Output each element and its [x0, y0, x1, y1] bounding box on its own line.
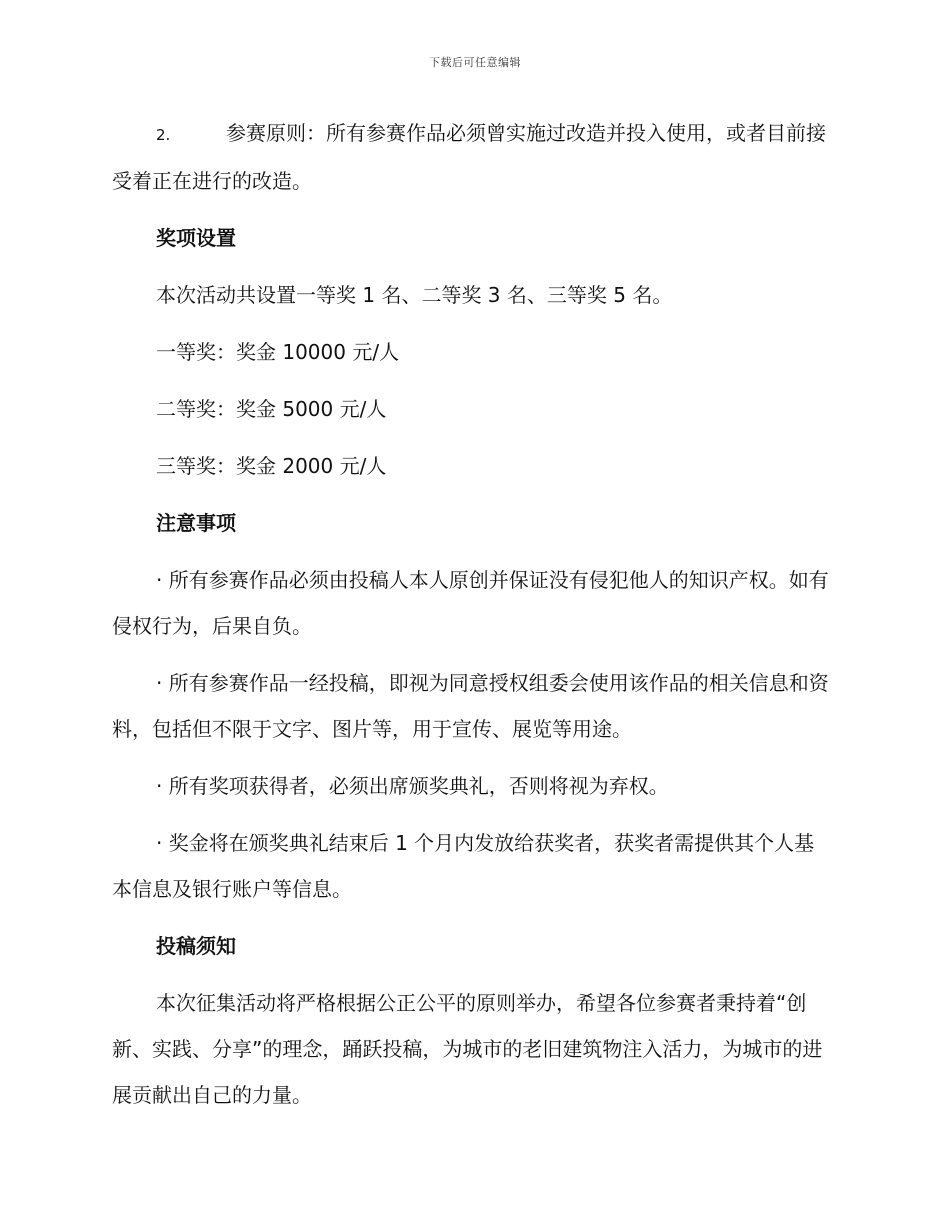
document-body [112, 110, 832, 1129]
note-item-prize-payment: · 奖金将在颁奖典礼结束后 1 个月内发放给获奖者，获奖者需提供其个人基本信息及银行账户等信息。 [112, 831, 815, 901]
notes-heading: 注意事项 [156, 511, 236, 535]
note-item-attendance: · 所有奖项获得者，必须出席颁奖典礼，否则将视为弃权。 [156, 774, 669, 798]
award-first: 一等奖：奖金 10000 元/人 [156, 340, 400, 364]
principle-text: 参赛原则：所有参赛作品必须曾实施过改造并投入使用，或者目前接受着正在进行的改造。 [112, 121, 826, 193]
header-note: 下载后可任意编辑 [429, 56, 521, 69]
note-item-originality: · 所有参赛作品必须由投稿人本人原创并保证没有侵犯他人的知识产权。如有侵权行为，后果自负。 [112, 568, 829, 638]
submission-heading: 投稿须知 [156, 934, 236, 958]
submission-text: 本次征集活动将严格根据公正公平的原则举办，希望各位参赛者秉持着“创新、实践、分享”的理念，踊跃投稿，为城市的老旧建筑物注入活力，为城市的进展贡献出自己的力量。 [112, 991, 823, 1107]
principle-item [112, 110, 832, 204]
award-second: 二等奖：奖金 5000 元/人 [156, 397, 387, 421]
award-third: 三等奖：奖金 2000 元/人 [156, 454, 387, 478]
principle-number: 2. [156, 126, 171, 144]
awards-heading: 奖项设置 [156, 226, 236, 250]
awards-intro: 本次活动共设置一等奖 1 名、二等奖 3 名、三等奖 5 名。 [156, 283, 673, 307]
note-item-authorization: · 所有参赛作品一经投稿，即视为同意授权组委会使用该作品的相关信息和资料，包括但不限于文字、图片等，用于宣传、展览等用途。 [112, 671, 829, 741]
